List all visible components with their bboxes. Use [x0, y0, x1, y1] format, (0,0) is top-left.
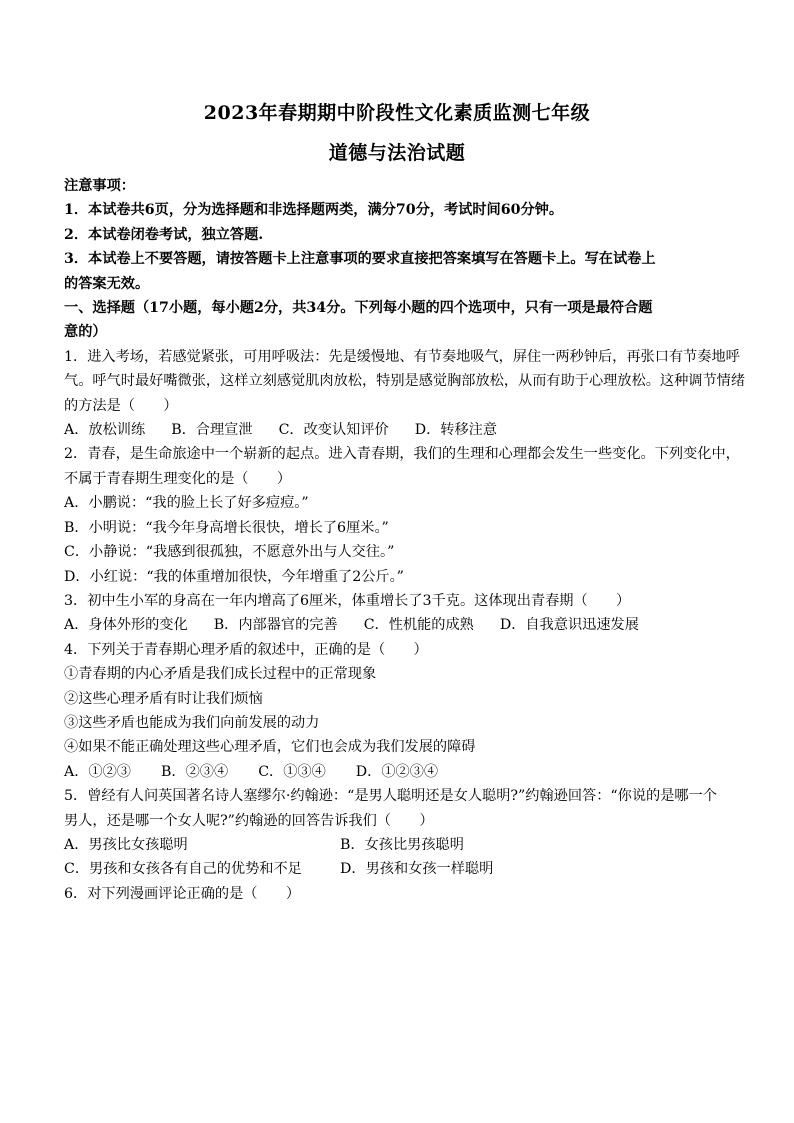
option-a[interactable]: A．男孩比女孩聪明 — [64, 836, 188, 853]
statement: ①青春期的内心矛盾是我们成长过程中的正常现象 — [64, 666, 377, 683]
option-c[interactable]: C．小静说：“我感到很孤独，不愿意外出与人交往。” — [64, 544, 395, 561]
question-stem: 5．曾经有人问英国著名诗人塞缪尔·约翰逊：“是男人聪明还是女人聪明?”约翰逊回答：“你说的是哪一个 — [64, 788, 717, 805]
question-stem: 2．青春，是生命旅途中一个崭新的起点。进入青春期，我们的生理和心理都会发生一些变化。下列变化中， — [64, 446, 740, 463]
option-row — [64, 857, 732, 881]
statement: ③这些矛盾也能成为我们向前发展的动力 — [64, 714, 320, 731]
option-c[interactable]: C．改变认知评价 — [278, 422, 389, 439]
notice-item: 2．本试卷闭卷考试，独立答题. — [64, 226, 264, 243]
notice-item: 的答案无效。 — [64, 275, 150, 292]
question-6 — [64, 882, 732, 906]
option-d[interactable]: D．转移注意 — [414, 422, 498, 439]
question-4 — [64, 638, 732, 784]
option-row — [64, 613, 732, 637]
option-a[interactable]: A．身体外形的变化 — [64, 617, 188, 634]
option-row — [64, 418, 732, 442]
option-d[interactable]: D．自我意识迅速发展 — [499, 617, 639, 634]
question-3 — [64, 589, 732, 638]
question-stem: 的方法是（ ） — [64, 397, 178, 414]
option-row — [64, 760, 732, 784]
exam-subtitle: 道德与法治试题 — [328, 142, 466, 164]
option-d[interactable]: D．①②③④ — [355, 763, 439, 780]
question-stem: 4．下列关于青春期心理矛盾的叙述中，正确的是（ ） — [64, 641, 428, 658]
notice-heading: 注意事项： — [64, 178, 135, 194]
option-b[interactable]: B．女孩比男孩聪明 — [340, 836, 464, 853]
exam-content — [64, 174, 746, 906]
statement: ④如果不能正确处理这些心理矛盾，它们也会成为我们发展的障碍 — [64, 739, 476, 756]
question-2 — [64, 442, 740, 588]
notice-item: 3．本试卷上不要答题，请按答题卡上注意事项的要求直接把答案填写在答题卡上。写在试卷上 — [64, 251, 656, 268]
section-heading: 一、选择题（17小题，每小题2分，共34分。下列每小题的四个选项中，只有一项是最符合题 — [64, 300, 653, 317]
option-b[interactable]: B．小明说：“我今年身高增长很快，增长了6厘米。” — [64, 519, 389, 536]
option-d[interactable]: D．男孩和女孩一样聪明 — [340, 861, 494, 878]
question-1 — [64, 345, 746, 443]
exam-title: 2023年春期期中阶段性文化素质监测七年级 — [203, 102, 591, 124]
question-stem: 3．初中生小军的身高在一年内增高了6厘米，体重增长了3千克。这体现出青春期（ ） — [64, 592, 631, 609]
question-stem: 6．对下列漫画评论正确的是（ ） — [64, 885, 301, 902]
option-a[interactable]: A．小鹏说：“我的脸上长了好多痘痘。” — [64, 495, 309, 512]
option-a[interactable]: A．放松训练 — [64, 422, 146, 439]
notice-item: 1．本试卷共6页，分为选择题和非选择题两类，满分70分，考试时间60分钟。 — [64, 202, 564, 219]
question-stem: 1．进入考场，若感觉紧张，可用呼吸法：先是缓慢地、有节奏地吸气，屏住一两秒钟后，再张口有节奏地呼 — [64, 348, 740, 365]
section-heading-cont: 意的） — [64, 324, 107, 341]
option-b[interactable]: B．内部器官的完善 — [213, 617, 338, 634]
question-stem: 男人，还是哪一个女人呢?”约翰逊的回答告诉我们（ ） — [64, 812, 434, 829]
option-d[interactable]: D．小红说：“我的体重增加很快，今年增重了2公斤。” — [64, 568, 404, 585]
option-c[interactable]: C．①③④ — [258, 763, 326, 780]
option-c[interactable]: C．性机能的成熟 — [363, 617, 474, 634]
option-row — [64, 833, 732, 857]
option-c[interactable]: C．男孩和女孩各有自己的优势和不足 — [64, 861, 302, 878]
statement: ②这些心理矛盾有时让我们烦恼 — [64, 690, 263, 707]
option-b[interactable]: B．②③④ — [161, 763, 229, 780]
option-a[interactable]: A．①②③ — [64, 763, 131, 780]
question-stem: 气。呼气时最好嘴微张，这样立刻感觉肌肉放松，特别是感觉胸部放松，从而有助于心理放松。这种调节情绪 — [64, 373, 746, 390]
question-stem: 不属于青春期生理变化的是（ ） — [64, 470, 292, 487]
option-b[interactable]: B．合理宣泄 — [171, 422, 253, 439]
question-5 — [64, 784, 732, 882]
